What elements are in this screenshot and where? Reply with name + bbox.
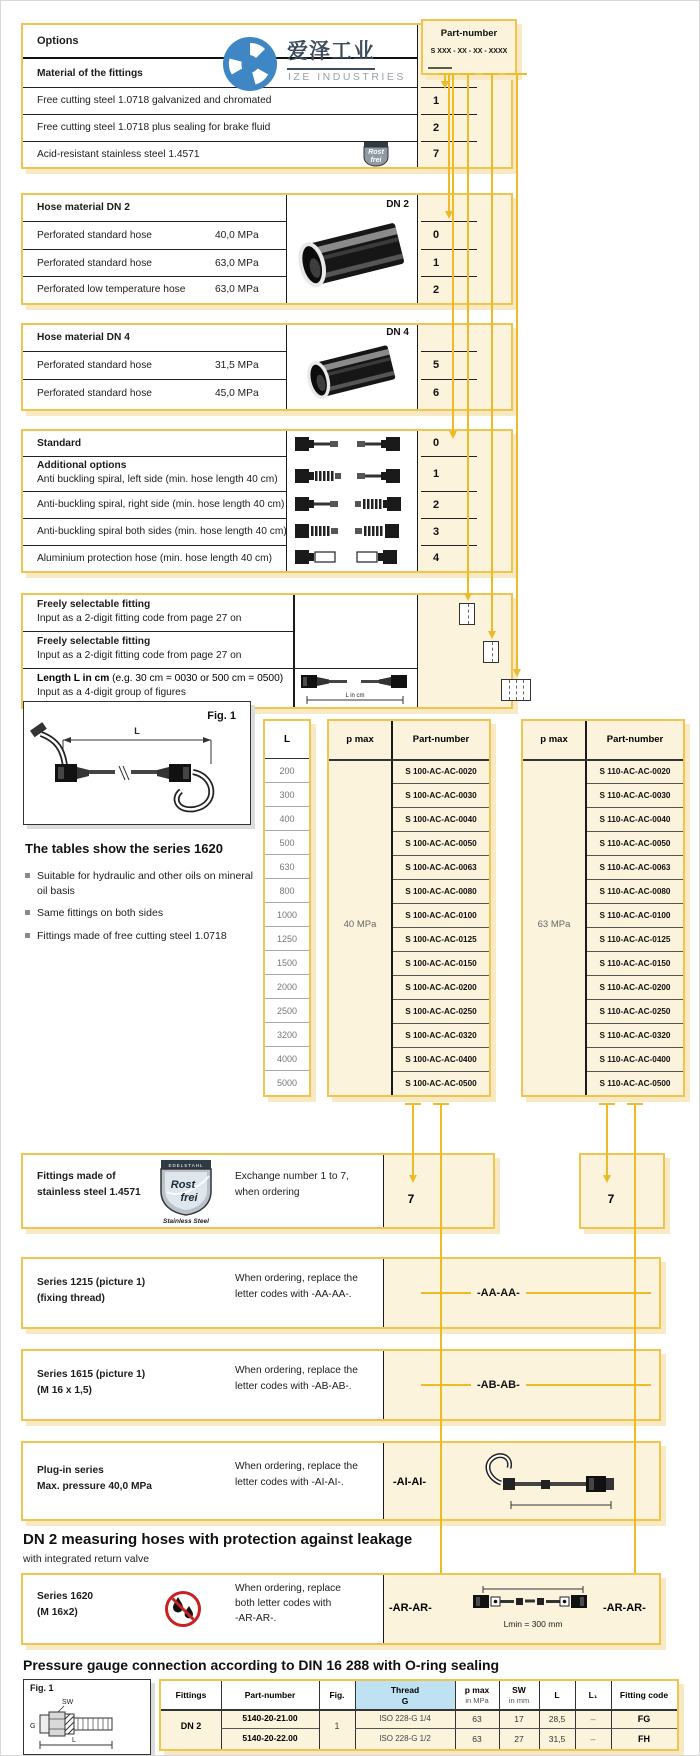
length-value: 2500 (265, 999, 309, 1023)
hose-spiral-left-illustration (293, 467, 411, 485)
length-code-box (501, 679, 531, 701)
dashed-cell-divider (509, 680, 510, 700)
guide-line-fitting1 (467, 75, 469, 593)
part-number-value: S 100-AC-AC-0040 (393, 808, 489, 832)
hose-spiral-right-illustration (293, 495, 411, 513)
hose-row-label: Perforated standard hose (37, 360, 152, 371)
thread-value: ISO 228-G 1/2 (379, 1734, 431, 1743)
series-1620-code-right: -AR-AR- (603, 1602, 646, 1614)
material-code: 1 (432, 95, 440, 107)
pmax-cell: 63 (472, 1734, 482, 1744)
fittings-value: DN 2 (180, 1721, 202, 1731)
dn4-image-cell (286, 325, 417, 409)
protection-options-table (21, 429, 513, 573)
col-header-thread-g: G (401, 1696, 409, 1706)
length-title-row (37, 673, 283, 684)
col-header-l1: L₁ (588, 1690, 598, 1700)
plug-in-subtitle: Max. pressure 40,0 MPa (37, 1481, 152, 1492)
sw-cell: 17 (514, 1714, 524, 1724)
part-number-value: S 110-AC-AC-0200 (587, 976, 683, 1000)
length-title-note: (e.g. 30 cm = 0030 or 500 cm = 0500) (112, 673, 284, 684)
material-header: Material of the fittings (37, 68, 143, 79)
length-column-header: L (265, 721, 309, 759)
material-row-label: Acid-resistant stainless steel 1.4571 (37, 149, 200, 160)
fitting1-code-box (459, 603, 475, 625)
sw-label: SW (62, 1699, 74, 1706)
hose-aluminium-illustration (293, 548, 411, 566)
dashed-cell-divider (492, 642, 493, 662)
dn4-image-label: DN 4 (386, 327, 409, 338)
part-number-value: S 100-AC-AC-0500 (405, 1079, 477, 1088)
stainless-title: Fittings made of (37, 1171, 116, 1182)
pmax-value: 40 MPa (343, 919, 377, 930)
exchange-code-left: 7 (407, 1192, 415, 1206)
additional-options-header: Additional options (37, 460, 127, 471)
part-number-value: S 110-AC-AC-0020 (587, 760, 683, 784)
part-number-value: S 110-AC-AC-0250 (587, 1000, 683, 1024)
hose-row-pressure: 63,0 MPa (215, 284, 259, 295)
bullet-text: Fittings made of free cutting steel 1.0718 (37, 929, 227, 942)
fitting-length-table (21, 593, 513, 709)
hose-row-label: Perforated standard hose (37, 388, 152, 399)
bullet-item (25, 929, 253, 944)
badge-text: frei (370, 157, 382, 164)
pn-table-40 (327, 719, 491, 1097)
figure1-drawing (27, 720, 247, 820)
figure1-box (23, 701, 251, 825)
dn2-header: Hose material DN 2 (37, 202, 130, 213)
length-value: 300 (265, 783, 309, 807)
pressure-figure-label: Fig. 1 (30, 1683, 54, 1693)
rostfrei-badge-large-icon (153, 1158, 219, 1224)
plug-in-title: Plug-in series (37, 1465, 104, 1476)
bullet-icon (25, 873, 30, 878)
hose-row-pressure: 40,0 MPa (215, 230, 259, 241)
stainless-title: stainless steel 1.4571 (37, 1187, 141, 1198)
length-column-rows (265, 759, 309, 1095)
protection-code: 4 (432, 552, 440, 564)
length-value: 5000 (276, 1078, 298, 1088)
dn4-hose-table (21, 323, 513, 411)
dn4-hose-image (297, 337, 405, 407)
pressure-gauge-heading: Pressure gauge connection according to DIN 16 288 with O-ring sealing (23, 1657, 500, 1673)
l1-cell: – (590, 1714, 596, 1724)
bullet-icon (25, 910, 30, 915)
length-hose-illustration (299, 670, 415, 706)
part-number-title: Part-number (440, 28, 498, 39)
protection-row-label: Standard (37, 438, 82, 449)
arrow-down-icon (449, 431, 457, 439)
dn2-image-label: DN 2 (386, 199, 409, 210)
part-number-value: S 110-AC-AC-0030 (587, 784, 683, 808)
badge-text: Rost (368, 149, 384, 156)
logo (221, 31, 461, 101)
part-number-value: S 110-AC-AC-0150 (587, 952, 683, 976)
badge-line1: Rost (170, 1179, 196, 1191)
length-dim-label: L in cm (345, 693, 365, 699)
part-number-value: S 100-AC-AC-0200 (393, 976, 489, 1000)
protection-row-label: Anti buckling spiral, left side (min. hose length 40 cm) (37, 474, 278, 485)
col-header-fig: Fig. (329, 1690, 345, 1700)
bullet-item (25, 869, 253, 899)
series-1620-hose-illustration (467, 1585, 599, 1615)
guide-line-series-right (634, 1105, 636, 1573)
arrow-down-icon (603, 1175, 611, 1183)
series-1620-box (21, 1573, 661, 1645)
length-value: 1000 (265, 903, 309, 927)
options-title: Options (37, 35, 79, 47)
dn2-image-cell (286, 195, 417, 303)
bullet-icon (25, 933, 30, 938)
guide-line-length (516, 75, 518, 669)
hose-code: 1 (432, 257, 440, 269)
figure1-dim-label: L (134, 726, 140, 736)
pressure-figure-box (23, 1679, 151, 1755)
series-1620-note: -AR-AR-. (235, 1613, 277, 1624)
fitting1-title: Freely selectable fitting (37, 599, 151, 610)
exchange-note: when ordering (235, 1187, 300, 1198)
part-number-col-header: Part-number (412, 734, 470, 745)
figure1-label: Fig. 1 (207, 710, 236, 722)
hose-code: 2 (432, 284, 440, 296)
guide-line-protection (452, 75, 454, 431)
hose-row-label: Perforated standard hose (37, 258, 152, 269)
series-1215-note: When ordering, replace the (235, 1273, 358, 1284)
fig-value: 1 (334, 1721, 340, 1731)
l-label: L (72, 1737, 76, 1744)
series-1620-title: Series 1620 (37, 1591, 94, 1602)
series-1615-connector (421, 1384, 651, 1386)
col-header-l: L (554, 1690, 560, 1700)
material-row-label: Free cutting steel 1.0718 galvanized and chromated (37, 95, 272, 106)
thread-value: ISO 228-G 1/4 (379, 1714, 431, 1723)
length-subtitle: Input as a 4-digit group of figures (37, 687, 186, 698)
protection-row-label: Anti-buckling spiral both sides (min. hose length 40 cm) (37, 526, 287, 537)
material-code: 2 (432, 122, 440, 134)
col-header-sw-unit: in mm (508, 1696, 530, 1705)
part-number-value: S 100-AC-AC-0100 (393, 904, 489, 928)
hose-code: 0 (432, 229, 440, 241)
col-header-pmax-unit: in MPa (465, 1696, 489, 1705)
sw-cell: 27 (514, 1734, 524, 1744)
exchange-note: Exchange number 1 to 7, (235, 1171, 349, 1182)
series-1615-subtitle: (M 16 x 1,5) (37, 1385, 92, 1396)
arrow-down-icon (488, 631, 496, 639)
pmax-value: 63 MPa (537, 919, 571, 930)
stainless-code-box-right (579, 1153, 665, 1229)
part-number-rows (587, 760, 683, 1096)
l-cell: 31,5 (548, 1734, 566, 1744)
fitting2-subtitle: Input as a 2-digit fitting code from page 27 on (37, 650, 242, 661)
badge-caption: Stainless Steel (163, 1218, 209, 1224)
bullet-text: Same fittings on both sides (37, 907, 164, 920)
series-1615-code: -AB-AB- (471, 1376, 526, 1394)
protection-code: 0 (432, 437, 440, 449)
guide-line-exchange-right (606, 1105, 608, 1175)
length-value: 500 (265, 831, 309, 855)
row-divider (355, 1728, 677, 1729)
part-number-value: S 100-AC-AC-0080 (393, 880, 489, 904)
pn-table-63 (521, 719, 685, 1097)
part-number-rows (393, 760, 489, 1096)
length-value: 3200 (265, 1023, 309, 1047)
length-column-table (263, 719, 311, 1097)
col-header-thread: Thread (390, 1685, 420, 1695)
length-value: 1250 (265, 927, 309, 951)
hose-standard-illustration (293, 435, 411, 453)
col-header-fittings: Fittings (175, 1690, 207, 1700)
dn2-leakage-heading: DN 2 measuring hoses with protection against leakage (23, 1531, 413, 1548)
arrow-down-icon (409, 1175, 417, 1183)
part-number-value: S 110-AC-AC-0050 (587, 832, 683, 856)
guide-line-series-left (440, 1105, 442, 1573)
bullet-text: Suitable for hydraulic and other oils on mineral oil basis (37, 870, 253, 898)
length-value: 630 (265, 855, 309, 879)
dn4-header: Hose material DN 4 (37, 332, 130, 343)
length-title: Length L in cm (37, 673, 110, 684)
length-value: 4000 (265, 1047, 309, 1071)
fitting1-subtitle: Input as a 2-digit fitting code from page 27 on (37, 613, 242, 624)
divider (23, 668, 417, 669)
row-divider (221, 1728, 319, 1729)
logo-en-text: IZE INDUSTRIES (288, 71, 406, 83)
part-number-value: S 100-AC-AC-0250 (393, 1000, 489, 1024)
series-1615-note: letter codes with -AB-AB-. (235, 1381, 352, 1392)
plug-in-code: -AI-AI- (393, 1476, 426, 1488)
hose-code: 5 (432, 359, 440, 371)
col-header-part: Part-number (244, 1690, 296, 1700)
part-number-value: S 110-AC-AC-0125 (587, 928, 683, 952)
fitting-code-cell: FG (637, 1714, 651, 1724)
part-value: 5140-20-21.00 (242, 1713, 298, 1723)
dn2-hose-table (21, 193, 513, 305)
series-1620-code-left: -AR-AR- (389, 1602, 432, 1614)
length-value: 800 (265, 879, 309, 903)
plug-in-hose-illustration (471, 1449, 649, 1513)
badge-top-text: EDELSTAHL (168, 1163, 204, 1168)
hose-code: 6 (432, 387, 440, 399)
series-info-bullets (25, 869, 253, 951)
guide-line-fitting2 (491, 75, 493, 631)
dashed-cell-divider (516, 680, 517, 700)
divider (23, 631, 293, 632)
logo-cn-text: 爱泽工业 (287, 35, 375, 70)
part-number-value: S 110-AC-AC-0100 (587, 904, 683, 928)
protection-image-cell (286, 431, 417, 571)
hose-row-pressure: 45,0 MPa (215, 388, 259, 399)
series-1615-title: Series 1615 (picture 1) (37, 1369, 146, 1380)
part-number-value: S 100-AC-AC-0125 (393, 928, 489, 952)
arrow-down-icon (464, 593, 472, 601)
protection-row-label: Aluminium protection hose (min. hose length 40 cm) (37, 553, 272, 564)
g-label: G (30, 1723, 36, 1730)
dn2-hose-image (295, 213, 407, 297)
material-row-label: Free cutting steel 1.0718 plus sealing for brake fluid (37, 122, 271, 133)
hose-spiral-both-illustration (293, 522, 411, 540)
col-header-sw: SW (512, 1685, 526, 1695)
pressure-fitting-drawing (26, 1695, 146, 1751)
part-number-value: S 110-AC-AC-0320 (587, 1024, 683, 1048)
rostfrei-badge-icon (361, 141, 391, 167)
l-cell: 28,5 (548, 1714, 566, 1724)
length-value: 200 (265, 759, 309, 783)
part-number-value: S 100-AC-AC-0320 (393, 1024, 489, 1048)
protection-row-label: Anti-buckling spiral, right side (min. hose length 40 cm) (37, 499, 285, 510)
pmax-cell: 63 (472, 1714, 482, 1724)
dashed-cell-divider (523, 680, 524, 700)
pmax-header: p max (540, 734, 568, 745)
fitting2-title: Freely selectable fitting (37, 636, 151, 647)
series-1620-note: When ordering, replace (235, 1583, 341, 1594)
part-number-format: S XXX - XX - XX - XXXX (430, 48, 508, 55)
hose-row-label: Perforated low temperature hose (37, 284, 186, 295)
part-number-value: S 110-AC-AC-0400 (587, 1048, 683, 1072)
part-number-value: S 100-AC-AC-0400 (393, 1048, 489, 1072)
length-value: 1500 (265, 951, 309, 975)
header-underline (161, 1709, 677, 1711)
hose-row-label: Perforated standard hose (37, 230, 152, 241)
series-1215-subtitle: (fixing thread) (37, 1293, 105, 1304)
hose-row-pressure: 63,0 MPa (215, 258, 259, 269)
part-value: 5140-20-22.00 (242, 1733, 298, 1743)
plug-in-note: When ordering, replace the (235, 1461, 358, 1472)
series-info-title: The tables show the series 1620 (25, 841, 223, 856)
series-1215-code: -AA-AA- (471, 1284, 526, 1302)
pmax-header: p max (346, 734, 374, 745)
lmin-label: Lmin = 300 mm (503, 1619, 563, 1629)
series-1215-note: letter codes with -AA-AA-. (235, 1289, 352, 1300)
divider (23, 456, 286, 457)
plug-in-note: letter codes with -AI-AI-. (235, 1477, 344, 1488)
part-number-value: S 110-AC-AC-0080 (587, 880, 683, 904)
badge-line2: frei (180, 1192, 198, 1204)
pressure-fitting-table (159, 1679, 679, 1751)
ize-logo-icon (221, 35, 279, 93)
series-1215-title: Series 1215 (picture 1) (37, 1277, 146, 1288)
col-header-code: Fitting code (619, 1690, 669, 1700)
protection-code: 2 (432, 499, 440, 511)
bullet-item (25, 906, 253, 921)
dn2-leakage-subheading: with integrated return valve (23, 1553, 150, 1565)
part-number-value: S 110-AC-AC-0063 (587, 856, 683, 880)
series-1620-note: both letter codes with (235, 1598, 332, 1609)
part-number-value: S 100-AC-AC-0030 (393, 784, 489, 808)
length-value: 400 (265, 807, 309, 831)
guide-line-exchange-left (412, 1105, 414, 1175)
part-number-value: S 100-AC-AC-0063 (393, 856, 489, 880)
series-1615-note: When ordering, replace the (235, 1365, 358, 1376)
exchange-code-right: 7 (607, 1192, 615, 1206)
part-number-value: S 110-AC-AC-0500 (599, 1079, 671, 1088)
part-number-col-header: Part-number (606, 734, 664, 745)
stainless-exchange-box (21, 1153, 495, 1229)
protection-code: 1 (432, 468, 440, 480)
divider (293, 595, 295, 707)
part-number-value: S 100-AC-AC-0050 (393, 832, 489, 856)
material-code: 7 (432, 148, 440, 160)
plug-in-series-box (21, 1441, 661, 1521)
arrow-down-icon (513, 669, 521, 677)
l1-cell: – (590, 1734, 596, 1744)
no-leakage-icon (163, 1589, 203, 1629)
fitting-code-cell: FH (638, 1734, 650, 1744)
col-header-pmax: p max (464, 1685, 490, 1695)
part-number-value: S 110-AC-AC-0040 (587, 808, 683, 832)
part-number-value: S 100-AC-AC-0020 (393, 760, 489, 784)
hose-row-pressure: 31,5 MPa (215, 360, 259, 371)
part-number-value: S 100-AC-AC-0150 (393, 952, 489, 976)
fitting2-code-box (483, 641, 499, 663)
series-1215-connector (421, 1292, 651, 1294)
length-value: 2000 (265, 975, 309, 999)
protection-code: 3 (432, 526, 440, 538)
dashed-cell-divider (468, 604, 469, 624)
series-1620-subtitle: (M 16x2) (37, 1607, 78, 1618)
